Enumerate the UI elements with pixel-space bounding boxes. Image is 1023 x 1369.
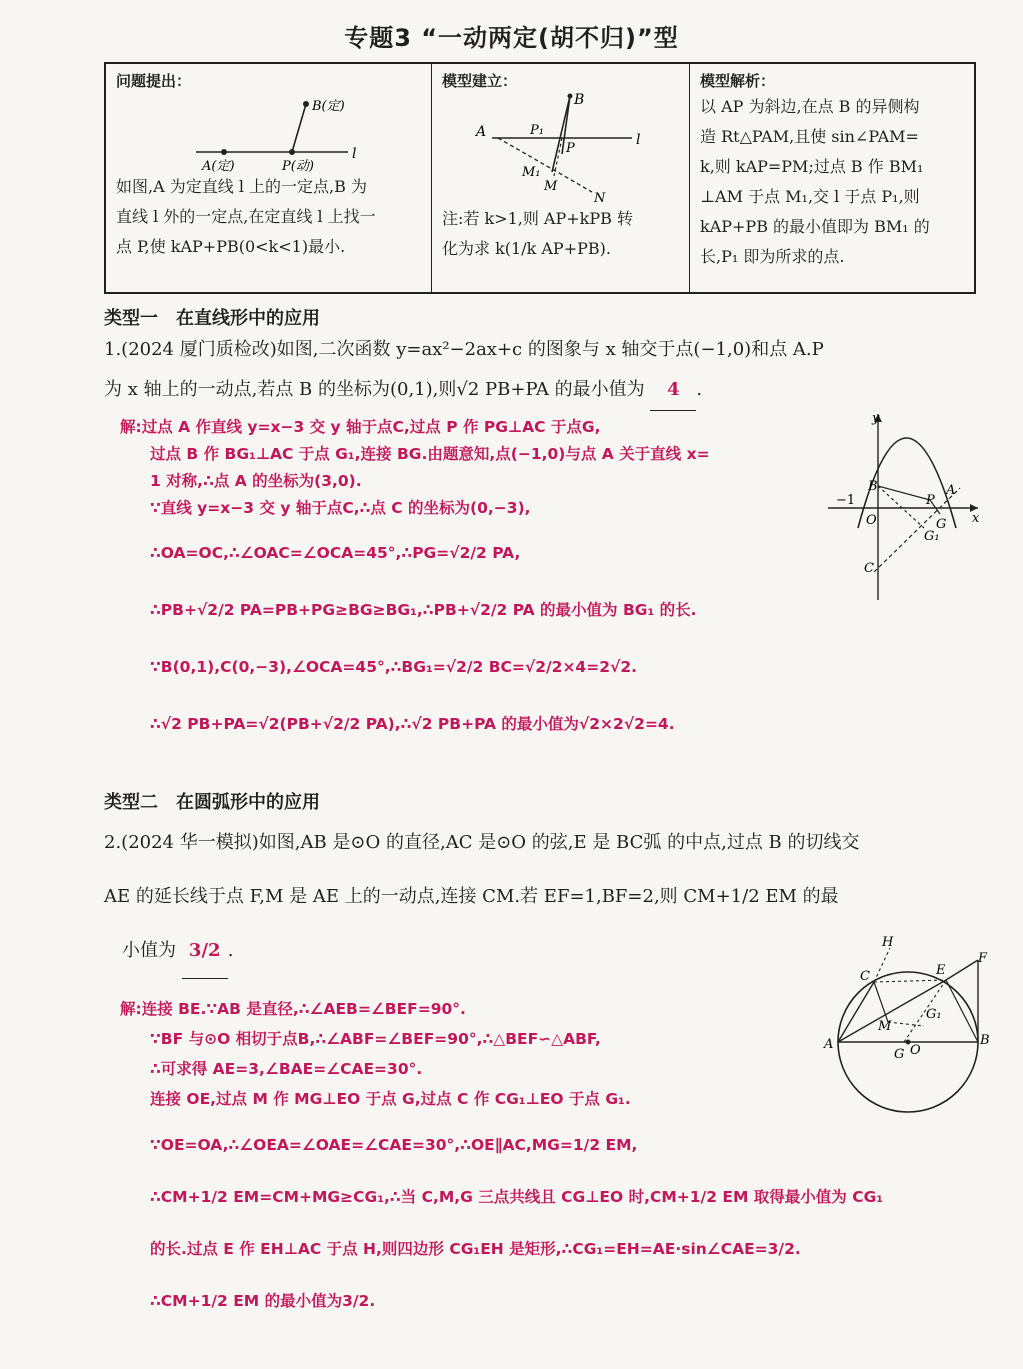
model-cell-problem bbox=[106, 64, 432, 292]
build-text-2: 化为求 k(1/k AP+PB). bbox=[442, 239, 611, 258]
sol1-line-2: 过点 B 作 BG₁⊥AC 于点 G₁,连接 BG.由题意知,点(−1,0)与点 A 关于直线 x= bbox=[150, 445, 710, 463]
b-label-B: B bbox=[574, 92, 585, 108]
problem-2-line-2: AE 的延长线于点 F,M 是 AE 上的一动点,连接 CM.若 EF=1,BF=2,则 CM+1/2 EM 的最 bbox=[104, 886, 839, 907]
problem-1-line-2: 为 x 轴上的一动点,若点 B 的坐标为(0,1),则√2 PB+PA 的最小值为 4 . bbox=[104, 370, 984, 411]
b-label-M: M bbox=[544, 179, 558, 194]
f2-F: F bbox=[978, 951, 988, 966]
analysis-text-6: 长,P₁ 即为所求的点. bbox=[700, 247, 845, 266]
f2-B: B bbox=[980, 1033, 990, 1048]
model-cell-analysis bbox=[690, 64, 974, 292]
sol2-line-3: ∴可求得 AE=3,∠BAE=∠CAE=30°. bbox=[150, 1060, 423, 1078]
label-A-fixed: A(定) bbox=[202, 159, 235, 172]
b-label-N: N bbox=[594, 191, 606, 204]
problem-text-3: 点 P,使 kAP+PB(0<k<1)最小. bbox=[116, 237, 346, 256]
f1-G: G bbox=[936, 517, 947, 532]
f1-P: P bbox=[926, 493, 935, 508]
model-cell-build bbox=[432, 64, 690, 292]
analysis-text-2: 造 Rt△PAM,且使 sin∠PAM= bbox=[700, 127, 919, 146]
problem-1-answer: 4 bbox=[650, 370, 696, 411]
b-label-M1: M₁ bbox=[522, 165, 541, 180]
label-P-moving: P(动) bbox=[282, 159, 314, 172]
problem-2-line-3: 小值为 3/2 . bbox=[104, 924, 984, 979]
build-text-1: 注:若 k>1,则 AP+kPB 转 bbox=[442, 209, 633, 228]
b-label-l: l bbox=[636, 132, 641, 148]
label-B-fixed: B(定) bbox=[312, 99, 345, 114]
problem-heading: 问题提出： bbox=[116, 72, 192, 90]
analysis-text-5: kAP+PB 的最小值即为 BM₁ 的 bbox=[700, 217, 930, 236]
type2-heading: 类型二 在圆弧形中的应用 bbox=[104, 792, 320, 813]
f1-y: y bbox=[872, 411, 880, 426]
sol2-line-8: ∴CM+1/2 EM 的最小值为3/2. bbox=[150, 1292, 376, 1310]
f1-G1: G₁ bbox=[924, 529, 940, 544]
f1-O: O bbox=[866, 513, 877, 528]
f1-B: B bbox=[868, 479, 878, 494]
f2-O: O bbox=[910, 1043, 921, 1058]
sol2-line-1: 解:连接 BE.∵AB 是直径,∴∠AEB=∠BEF=90°. bbox=[120, 1000, 466, 1018]
sol1-line-4: ∵直线 y=x−3 交 y 轴于点C,∴点 C 的坐标为(0,−3), bbox=[150, 499, 531, 517]
sol2-line-2: ∵BF 与⊙O 相切于点B,∴∠ABF=∠BEF=90°,∴△BEF∽△ABF, bbox=[150, 1030, 601, 1048]
f2-M: M bbox=[878, 1019, 892, 1034]
problem-figure bbox=[116, 92, 416, 172]
analysis-text-4: ⊥AM 于点 M₁,交 l 于点 P₁,则 bbox=[700, 187, 920, 206]
page-title: 专题3 “一动两定(胡不归)”型 bbox=[344, 24, 679, 52]
type1-heading: 类型一 在直线形中的应用 bbox=[104, 308, 320, 329]
sol2-line-7: 的长.过点 E 作 EH⊥AC 于点 H,则四边形 CG₁EH 是矩形,∴CG₁=EH=AE·sin∠CAE=3/2. bbox=[150, 1240, 801, 1258]
problem-1-line-1: 1.(2024 厦门质检改)如图,二次函数 y=ax²−2ax+c 的图象与 x 轴交于点(−1,0)和点 A.P bbox=[104, 339, 824, 360]
solution-1 bbox=[120, 414, 710, 738]
build-heading: 模型建立： bbox=[442, 72, 518, 90]
sol1-line-3: 1 对称,∴点 A 的坐标为(3,0). bbox=[150, 472, 362, 490]
f2-G1: G₁ bbox=[926, 1007, 942, 1022]
problem-text-1: 如图,A 为定直线 l 上的一定点,B 为 bbox=[116, 177, 367, 196]
analysis-text-1: 以 AP 为斜边,在点 B 的异侧构 bbox=[700, 97, 920, 116]
sol1-line-6: ∴PB+√2/2 PA=PB+PG≥BG≥BG₁,∴PB+√2/2 PA 的最小值为 BG₁ 的长. bbox=[150, 601, 697, 619]
f1-x: x bbox=[972, 511, 980, 526]
sol1-line-8: ∴√2 PB+PA=√2(PB+√2/2 PA),∴√2 PB+PA 的最小值为√2×2√2=4. bbox=[150, 715, 675, 733]
f1-C: C bbox=[864, 561, 874, 576]
build-figure bbox=[442, 92, 678, 204]
sol2-line-6: ∴CM+1/2 EM=CM+MG≥CG₁,∴当 C,M,G 三点共线且 CG⊥EO 时,CM+1/2 EM 取得最小值为 CG₁ bbox=[150, 1188, 884, 1206]
sol1-line-7: ∵B(0,1),C(0,−3),∠OCA=45°,∴BG₁=√2/2 BC=√2/2×4=2√2. bbox=[150, 658, 637, 676]
figure-2 bbox=[818, 930, 998, 1120]
problem-2-line-3-text: 小值为 bbox=[122, 940, 176, 961]
f1-m1: −1 bbox=[836, 493, 856, 508]
model-table bbox=[104, 62, 976, 294]
sol2-line-4: 连接 OE,过点 M 作 MG⊥EO 于点 G,过点 C 作 CG₁⊥EO 于点 G₁. bbox=[150, 1090, 631, 1108]
problem-text-2: 直线 l 外的一定点,在定直线 l 上找一 bbox=[116, 207, 376, 226]
label-l: l bbox=[352, 146, 357, 162]
b-label-A: A bbox=[476, 124, 487, 140]
f2-C: C bbox=[860, 969, 870, 984]
f2-E: E bbox=[936, 963, 946, 978]
f2-H: H bbox=[882, 935, 894, 950]
figure-1 bbox=[828, 408, 988, 603]
problem-1-line-2-text: 为 x 轴上的一动点,若点 B 的坐标为(0,1),则√2 PB+PA 的最小值为 bbox=[104, 379, 645, 400]
problem-1 bbox=[104, 330, 984, 411]
sol1-line-5: ∴OA=OC,∴∠OAC=∠OCA=45°,∴PG=√2/2 PA, bbox=[150, 544, 521, 562]
sol1-line-1: 解:过点 A 作直线 y=x−3 交 y 轴于点C,过点 P 作 PG⊥AC 于点G, bbox=[120, 418, 601, 436]
analysis-heading: 模型解析： bbox=[700, 72, 776, 90]
analysis-text-3: k,则 kAP=PM;过点 B 作 BM₁ bbox=[700, 157, 924, 176]
b-label-P: P bbox=[566, 141, 575, 156]
f2-G: G bbox=[894, 1047, 905, 1062]
b-label-P1: P₁ bbox=[530, 123, 544, 138]
f2-A: A bbox=[824, 1037, 834, 1052]
sol2-line-5: ∵OE=OA,∴∠OEA=∠OAE=∠CAE=30°,∴OE∥AC,MG=1/2 EM, bbox=[150, 1136, 638, 1154]
problem-2-answer: 3/2 bbox=[182, 924, 228, 979]
problem-2-line-1: 2.(2024 华一模拟)如图,AB 是⊙O 的直径,AC 是⊙O 的弦,E 是 BC弧 的中点,过点 B 的切线交 bbox=[104, 832, 860, 853]
solution-2 bbox=[120, 994, 883, 1316]
f1-A: A bbox=[946, 483, 956, 498]
